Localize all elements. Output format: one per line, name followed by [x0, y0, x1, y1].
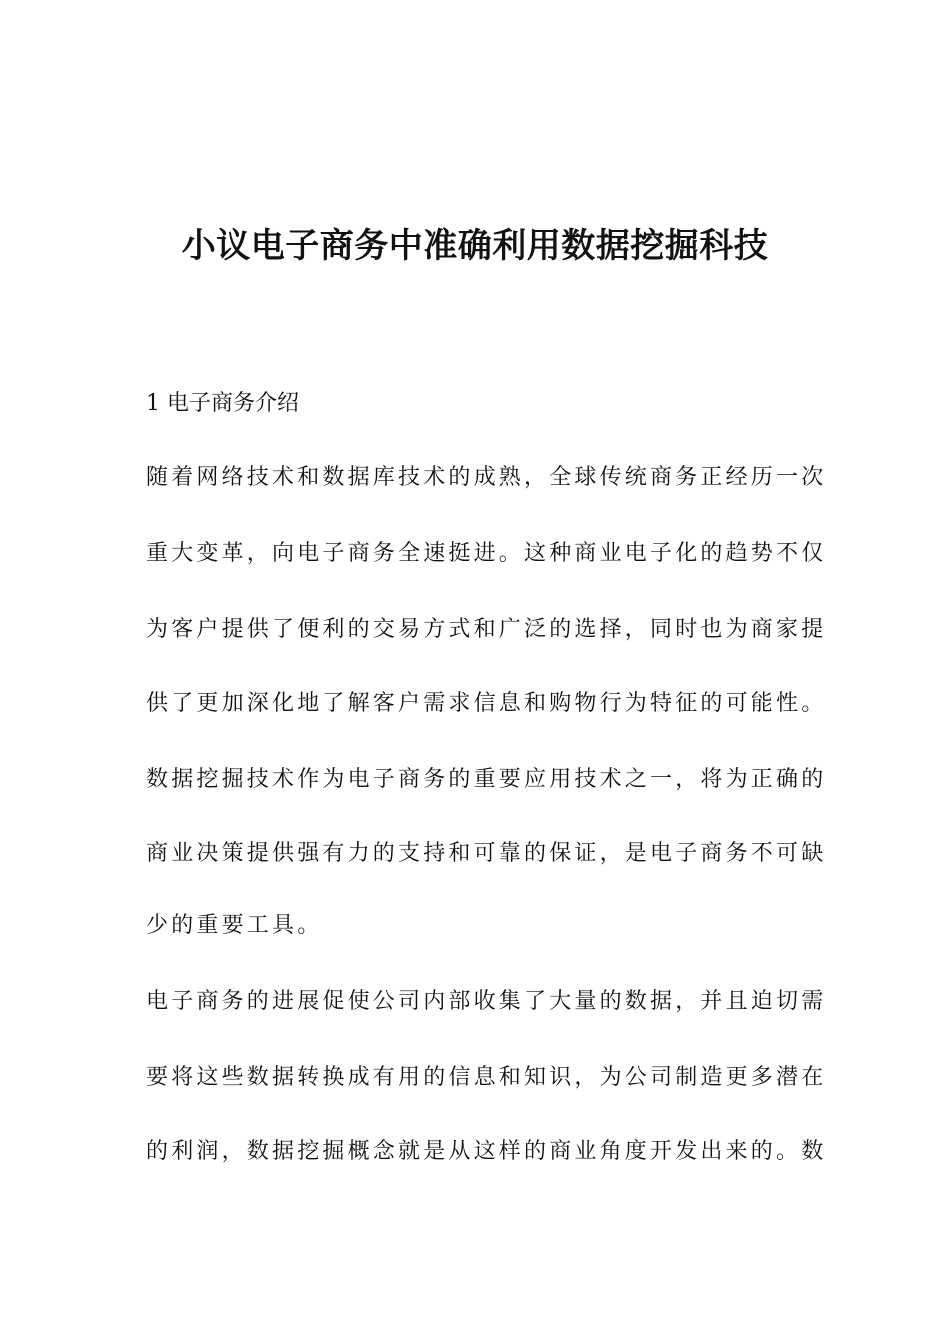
- paragraph-line: 数据挖掘技术作为电子商务的重要应用技术之一，将为正确的: [146, 767, 827, 792]
- paragraph-line: 重大变革，向电子商务全速挺进。这种商业电子化的趋势不仅: [146, 541, 827, 566]
- paragraph-line: 商业决策提供强有力的支持和可靠的保证，是电子商务不可缺: [146, 841, 827, 866]
- paragraph-line: 电子商务的进展促使公司内部收集了大量的数据，并且迫切需: [146, 989, 827, 1014]
- paragraph-line: 随着网络技术和数据库技术的成熟，全球传统商务正经历一次: [146, 465, 827, 490]
- paragraph-line: 要将这些数据转换成有用的信息和知识，为公司制造更多潜在: [146, 1065, 827, 1090]
- section-heading: 1 电子商务介绍: [146, 391, 299, 416]
- paragraph-line: 的利润，数据挖掘概念就是从这样的商业角度开发出来的。数: [146, 1139, 827, 1164]
- paragraph-line: 少的重要工具。: [146, 913, 323, 938]
- paragraph-line: 供了更加深化地了解客户需求信息和购物行为特征的可能性。: [146, 691, 827, 716]
- document-title: 小议电子商务中准确利用数据挖掘科技: [181, 226, 769, 266]
- paragraph-line: 为客户提供了便利的交易方式和广泛的选择，同时也为商家提: [146, 617, 827, 642]
